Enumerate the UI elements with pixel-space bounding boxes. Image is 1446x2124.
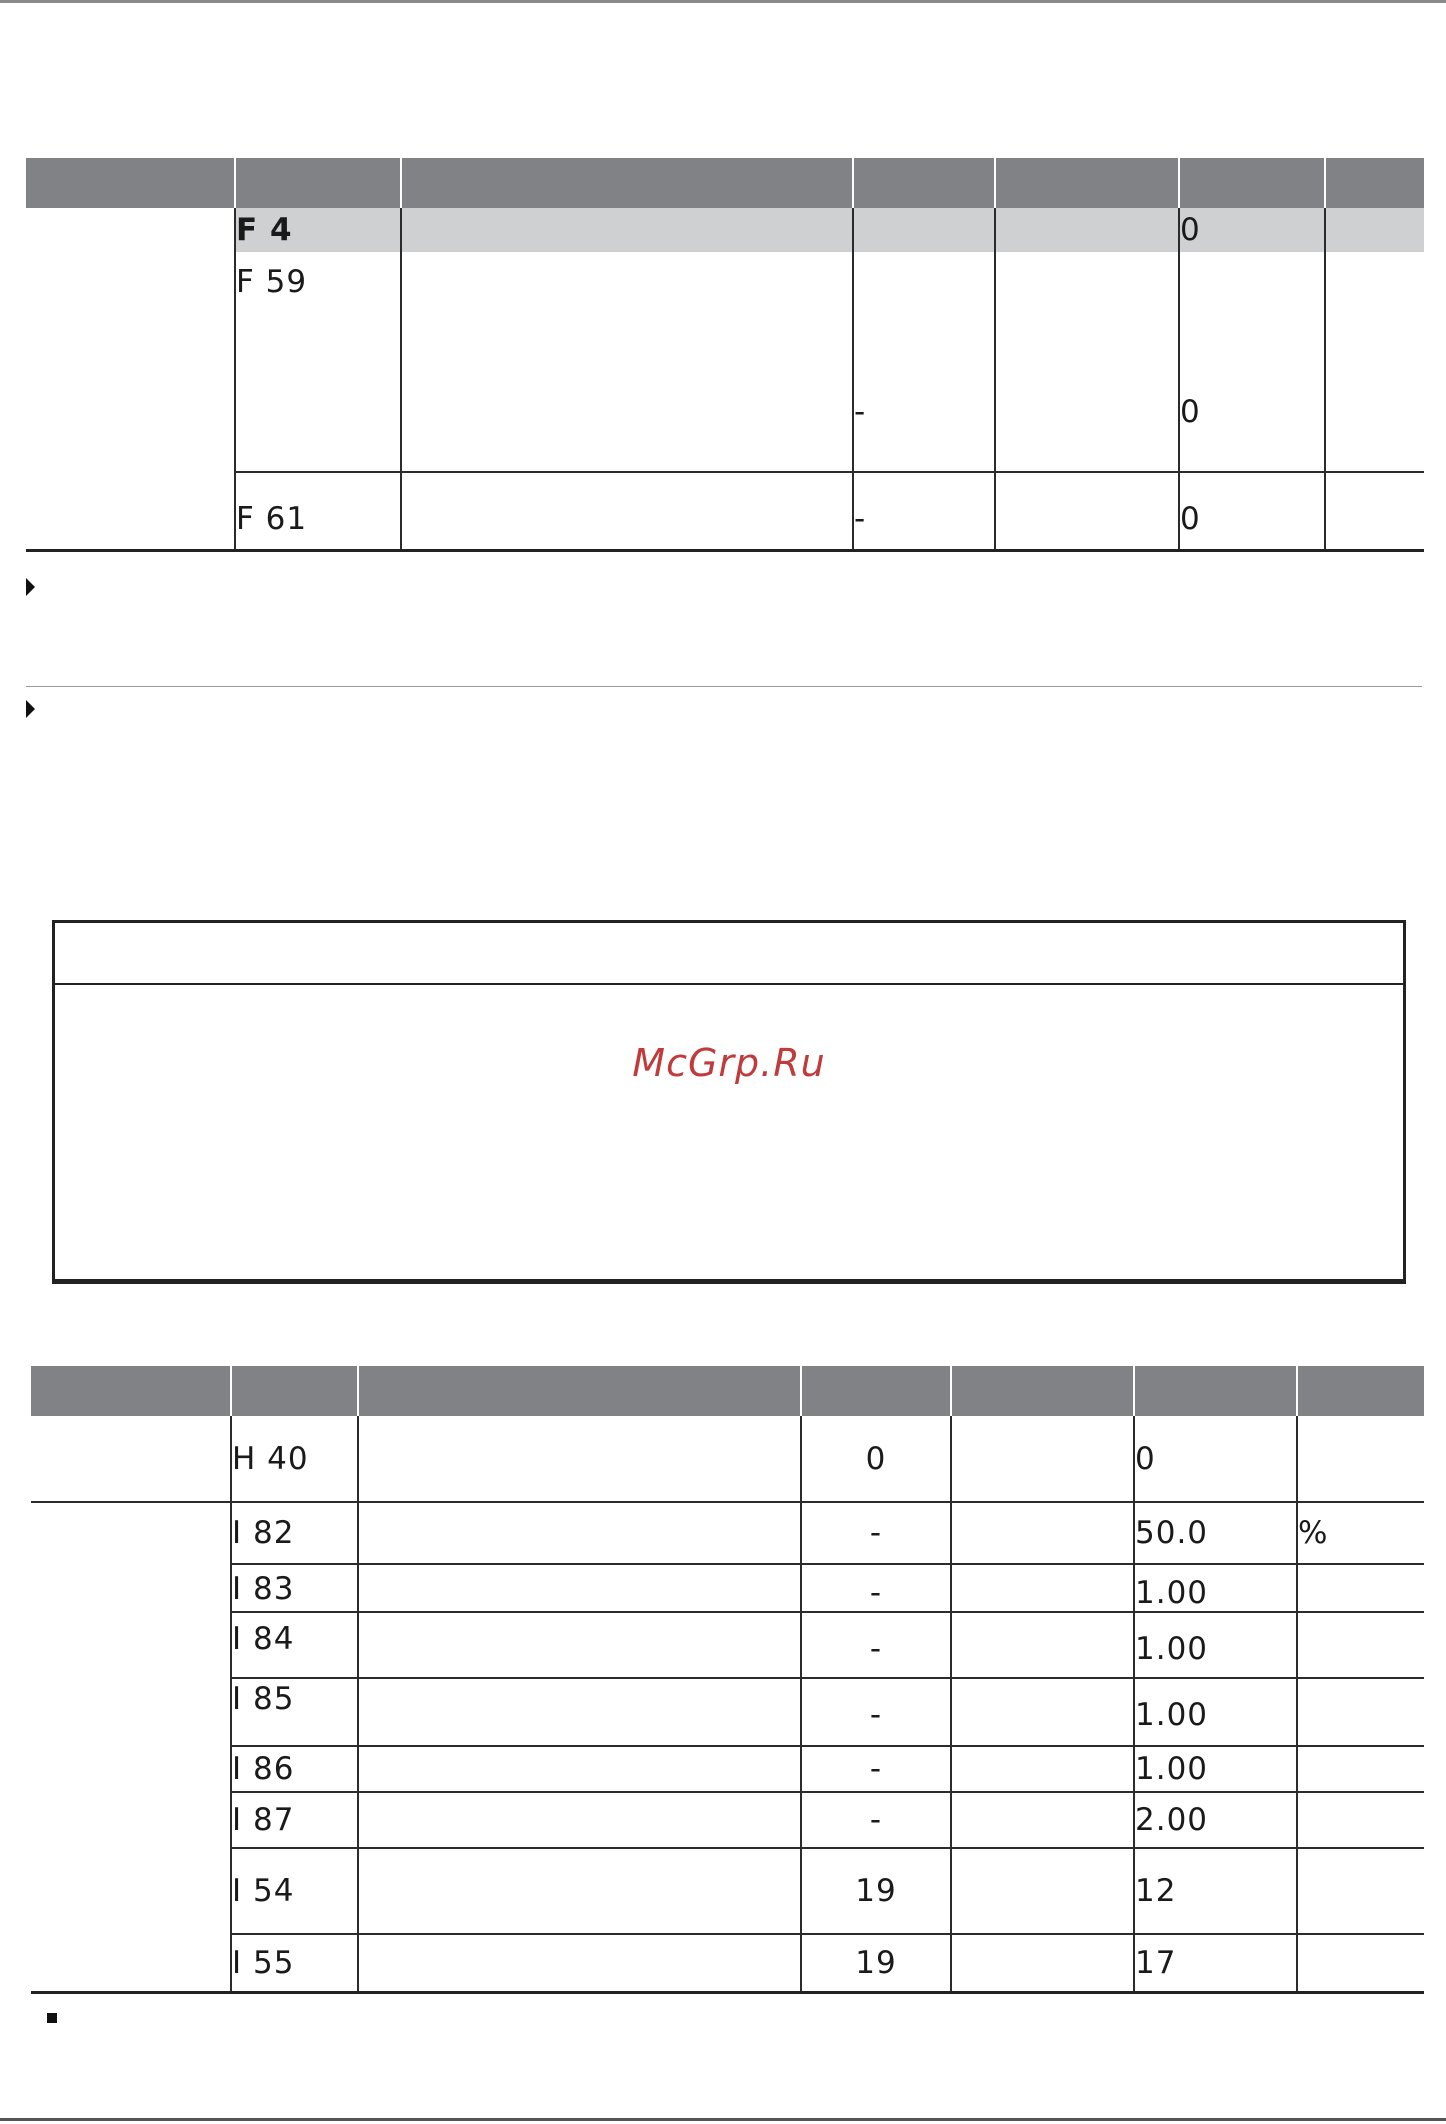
code-cell: H 40: [231, 1416, 358, 1502]
header-display: [801, 1366, 951, 1416]
name-cell: [401, 208, 853, 252]
code-cell: F 59: [235, 252, 401, 472]
display-cell: -: [853, 252, 995, 472]
default-cell: 17: [1134, 1934, 1297, 1992]
display-cell: 19: [801, 1934, 951, 1992]
group-cell: [26, 208, 235, 550]
name-cell: [358, 1416, 801, 1502]
unit-cell: %: [1297, 1502, 1424, 1564]
table-row: [31, 1502, 1424, 1564]
table-row: [26, 472, 1424, 550]
table-row: [31, 1612, 1424, 1678]
table-row: [31, 1934, 1424, 1992]
code-cell: I 54: [231, 1848, 358, 1934]
name-cell: [358, 1746, 801, 1792]
code-cell: I 87: [231, 1792, 358, 1848]
code-cell: I 55: [231, 1934, 358, 1992]
info-box-title-rule: [55, 983, 1403, 985]
range-cell: [995, 472, 1179, 550]
header-range: [995, 158, 1179, 208]
unit-cell: [1325, 208, 1424, 252]
name-cell: [401, 472, 853, 550]
header-group: [26, 158, 235, 208]
default-cell: 0: [1179, 208, 1325, 252]
note-arrow-icon: [26, 578, 35, 596]
header-range: [951, 1366, 1134, 1416]
parameter-table-top: [26, 158, 1424, 552]
unit-cell: [1297, 1792, 1424, 1848]
range-cell: [995, 252, 1179, 472]
unit-cell: [1325, 252, 1424, 472]
table-row: [31, 1564, 1424, 1612]
display-cell: -: [801, 1746, 951, 1792]
range-cell: [951, 1678, 1134, 1746]
unit-cell: [1297, 1416, 1424, 1502]
code-cell: I 85: [231, 1678, 358, 1746]
name-cell: [358, 1502, 801, 1564]
display-cell: -: [801, 1678, 951, 1746]
display-cell: -: [801, 1502, 951, 1564]
header-group: [31, 1366, 231, 1416]
table-row: [26, 208, 1424, 252]
default-cell: 12: [1134, 1848, 1297, 1934]
display-cell: 19: [801, 1848, 951, 1934]
note-separator: [26, 686, 1422, 687]
range-cell: [951, 1564, 1134, 1612]
range-cell: [951, 1934, 1134, 1992]
group-cell: [31, 1502, 231, 1992]
header-display: [853, 158, 995, 208]
default-cell: 1.00: [1134, 1564, 1297, 1612]
range-cell: [951, 1416, 1134, 1502]
header-name: [401, 158, 853, 208]
unit-cell: [1297, 1848, 1424, 1934]
unit-cell: [1297, 1564, 1424, 1612]
note-arrow-icon: [26, 700, 35, 718]
table-header-row: [26, 158, 1424, 208]
top-rule: [0, 0, 1446, 3]
default-cell: 1.00: [1134, 1678, 1297, 1746]
header-code: [235, 158, 401, 208]
default-cell: 50.0: [1134, 1502, 1297, 1564]
unit-cell: [1297, 1612, 1424, 1678]
code-cell: I 84: [231, 1612, 358, 1678]
group-cell: [31, 1416, 231, 1502]
name-cell: [358, 1564, 801, 1612]
code-cell: I 83: [231, 1564, 358, 1612]
range-cell: [951, 1612, 1134, 1678]
unit-cell: [1297, 1934, 1424, 1992]
display-cell: [853, 208, 995, 252]
range-cell: [951, 1848, 1134, 1934]
bullet-icon: [47, 2013, 57, 2023]
header-name: [358, 1366, 801, 1416]
default-cell: 1.00: [1134, 1612, 1297, 1678]
display-cell: -: [801, 1564, 951, 1612]
parameter-table-bottom: [31, 1366, 1424, 1994]
range-cell: [951, 1746, 1134, 1792]
table-header-row: [31, 1366, 1424, 1416]
name-cell: [401, 252, 853, 472]
default-cell: 1.00: [1134, 1746, 1297, 1792]
default-cell: 0: [1179, 252, 1325, 472]
header-default: [1134, 1366, 1297, 1416]
table-row: [31, 1678, 1424, 1746]
default-cell: 0: [1134, 1416, 1297, 1502]
unit-cell: [1297, 1678, 1424, 1746]
info-box: [52, 920, 1406, 1284]
header-unit: [1325, 158, 1424, 208]
table-row: [31, 1792, 1424, 1848]
range-cell: [995, 208, 1179, 252]
code-cell: F 4: [235, 208, 401, 252]
name-cell: [358, 1934, 801, 1992]
table-row: [31, 1416, 1424, 1502]
table-row: [26, 252, 1424, 472]
default-cell: 2.00: [1134, 1792, 1297, 1848]
name-cell: [358, 1848, 801, 1934]
table-row: [31, 1848, 1424, 1934]
name-cell: [358, 1612, 801, 1678]
watermark: McGrp.Ru: [632, 1041, 826, 1085]
code-cell: I 86: [231, 1746, 358, 1792]
code-cell: F 61: [235, 472, 401, 550]
display-cell: -: [801, 1612, 951, 1678]
default-cell: 0: [1179, 472, 1325, 550]
name-cell: [358, 1792, 801, 1848]
unit-cell: [1325, 472, 1424, 550]
header-default: [1179, 158, 1325, 208]
unit-cell: [1297, 1746, 1424, 1792]
range-cell: [951, 1502, 1134, 1564]
header-unit: [1297, 1366, 1424, 1416]
header-code: [231, 1366, 358, 1416]
name-cell: [358, 1678, 801, 1746]
code-cell: I 82: [231, 1502, 358, 1564]
display-cell: 0: [801, 1416, 951, 1502]
display-cell: -: [801, 1792, 951, 1848]
table-row: [31, 1746, 1424, 1792]
bottom-rule: [0, 2118, 1446, 2121]
range-cell: [951, 1792, 1134, 1848]
display-cell: -: [853, 472, 995, 550]
